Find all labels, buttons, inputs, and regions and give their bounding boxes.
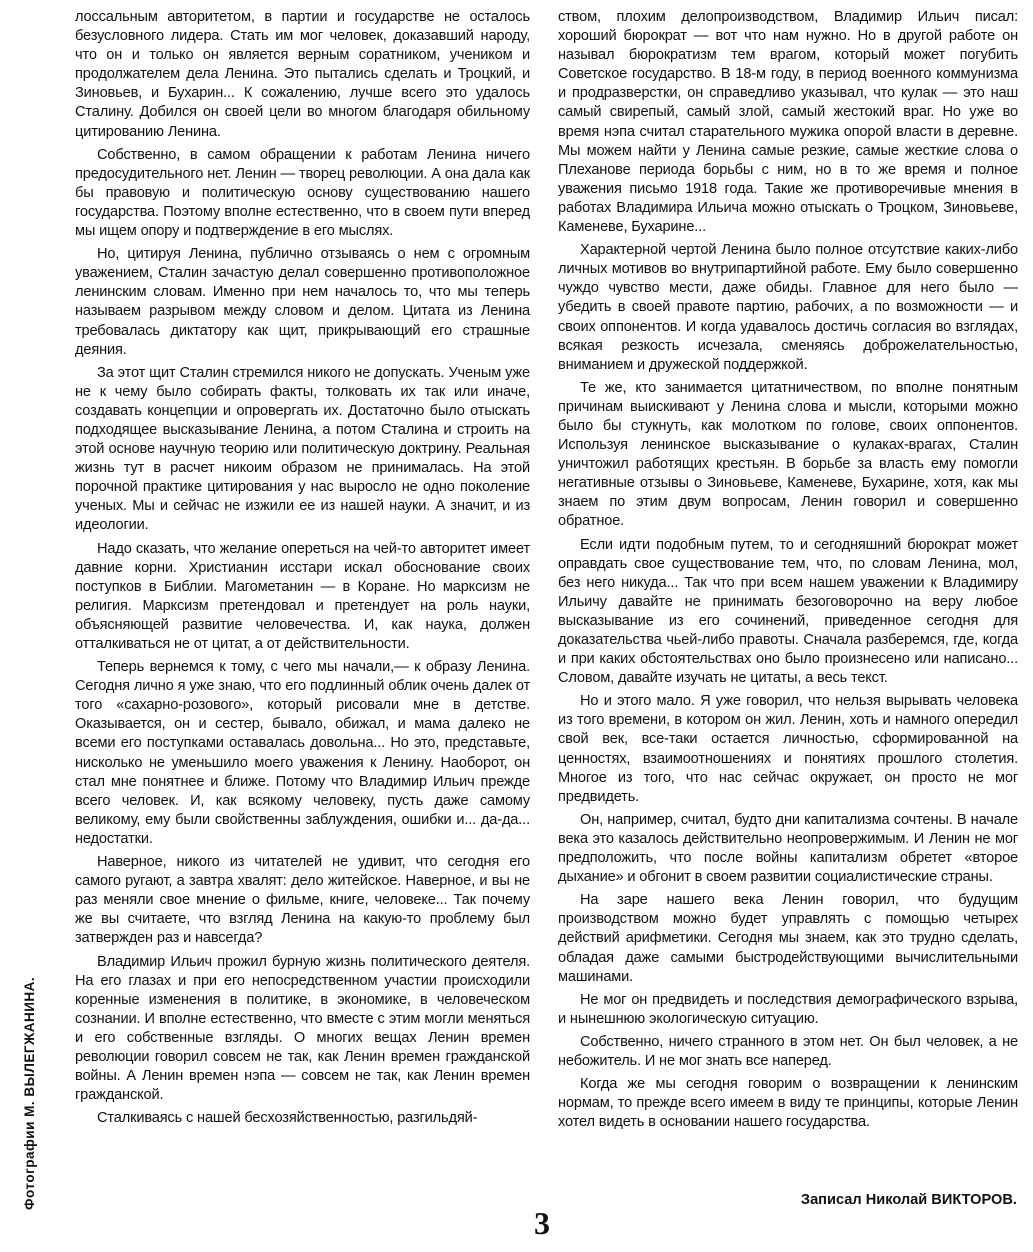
article-paragraph: Если идти подобным путем, то и сегодняшний бюрократ может оправдать свое существование тем, что, по словам Ленина, мол, без него никуда... Так что при всем нашем уважении к Владимиру Ильичу давайте не принимать безоговорочно на веру любое высказывание из его сочинений, приведенное сегодня для доказательства чьей-либо правоты. Сначала разберемся, где, когда и при каких обстоятельствах оно было произнесено или написано... Словом, давайте изучать не цитаты, а весь текст. [558, 536, 1018, 687]
article-paragraph: Характерной чертой Ленина было полное отсутствие каких-либо личных мотивов во внутрипартийной работе. Ему было совершенно чуждо чувство мести, даже обиды. Главное для него было — убедить в своей правоте партию, рабочих, а по возможности — и своих оппонентов. И когда удавалось достичь согласия во взглядах, всякая резкость исчезала, сменяясь доброжелательностью, вниманием и дружеской поддержкой. [558, 242, 1018, 373]
article-paragraph: Когда же мы сегодня говорим о возвращении к ленинским нормам, то прежде всего имеем в виду те принципы, которые Ленин хотел видеть в основании нашего государства. [558, 1076, 1018, 1131]
article-paragraph: Собственно, в самом обращении к работам Ленина ничего предосудительного нет. Ленин — творец революции. А она дала как бы правовую и политическую основу существованию нашего государства. Поэтому вполне естественно, что в своем пути вперед мы ищем опору и подтверждение в его мыслях. [75, 146, 530, 240]
article-paragraph: Владимир Ильич прожил бурную жизнь политического деятеля. На его глазах и при его непосредственном участии происходили коренные изменения в политике, в экономике, в человеческом сознании. И вполне естественно, что вместе с этим могли меняться и его собственные взгляды. О многих вещах Ленин времен революции говорил совсем не так, как Ленин времен гражданской войны. А Ленин времен нэпа — совсем не так, как Ленин времен гражданской. [75, 953, 530, 1104]
byline-prefix: Записал Николай [800, 1192, 932, 1208]
article-paragraph: Теперь вернемся к тому, с чего мы начали,— к образу Ленина. Сегодня лично я уже знаю, что его подлинный облик очень далек от того «сахарно-розового», который рисовали мне в детстве. Оказывается, он и сестер, бывало, обижал, и мама далеко не всеми его поступками оставалась довольна... Но это, представьте, нисколько не уменьшило моего уважения к Ленину. Наоборот, он стал мне понятнее и ближе. Потому что Владимир Ильич прежде всего человек. И, как всякому человеку, пусть даже самому великому, ему были свойственны заблуждения, ошибки и... да-да... недостатки. [75, 659, 530, 847]
article-right-column [558, 8, 1018, 1136]
article-paragraph: Надо сказать, что желание опереться на чей-то авторитет имеет давние корни. Христианин исстари искал обоснование своих поступков в Библии. Магометанин — в Коране. Но марксизм не религия. Марксизм претендовал и претендует на роль науки, объясняющей развитие человечества. И, как наука, должен отталкиваться не от цитат, а от действительности. [75, 540, 530, 652]
byline-surname: ВИКТОРОВ. [931, 1192, 1017, 1208]
author-byline [801, 1192, 1017, 1208]
article-paragraph: Не мог он предвидеть и последствия демографического взрыва, и нынешнюю экологическую ситуацию. [558, 991, 1018, 1027]
article-paragraph: Сталкиваясь с нашей бесхозяйственностью, разгильдяй- [97, 1110, 478, 1127]
article-paragraph: Он, например, считал, будто дни капитализма сочтены. В начале века это казалось действительно неопровержимым. И Ленин не мог предположить, что после войны капитализм обретет «второе дыхание» и обгонит в своем развитии социалистические страны. [558, 811, 1018, 886]
article-paragraph: Наверное, никого из читателей не удивит, что сегодня его самого ругают, а завтра хвалят: дело житейское. Наверное, и вы не раз меняли свое мнение о фильме, книге, человеке... Так почему же вы считаете, что взгляд Ленина на какую-то проблему был затвержден раз и навсегда? [75, 854, 530, 947]
article-paragraph: Собственно, ничего странного в этом нет. Он был человек, а не небожитель. И не мог знать все наперед. [558, 1033, 1018, 1069]
article-paragraph: ством, плохим делопроизводством, Владимир Ильич писал: хороший бюрократ — вот что нам нужно. Но в другой работе он называл бюрократизм тем врагом, который может погубить Советское государство. В 18-м году, в период военного коммунизма и продразверстки, он справедливо указывал, что кулак — это наш самый свирепый, самый злой, самый жестокий враг. Но уже во время нэпа считал старательного мужика опорой власти в деревне. Мы можем найти у Ленина самые резкие, самые жесткие слова о Плеханове периода борьбы с ним, но в то же время и полное уважения письмо 1918 года. Такие же противоречивые мнения в работах Владимира Ильича можно отыскать о Троцком, Зиновьеве, Каменеве, Бухарине... [558, 9, 1018, 236]
page-number: 3 [534, 1205, 550, 1241]
article-paragraph: Но, цитируя Ленина, публично отзываясь о нем с огромным уважением, Сталин зачастую делал совершенно противоположное ленинским словам. Именно при нем началось то, что мы теперь называем разрывом между словом и делом. Цитата из Ленина требовалась диктатору как щит, прикрывающий его страшные деяния. [75, 246, 530, 358]
article-left-column [75, 8, 530, 1132]
photo-credit: Фотографии М. ВЫЛЕГЖАНИНА. [22, 976, 37, 1210]
article-paragraph: На заре нашего века Ленин говорил, что будущим производством можно будет управлять с помощью четырех действий арифметики. Сегодня мы знаем, как это трудно сделать, обладая даже самыми быстродействующими вычислительными машинами. [558, 892, 1018, 985]
article-paragraph: Те же, кто занимается цитатничеством, по вполне понятным причинам выискивают у Ленина слова и мысли, которыми можно было бы стукнуть, как молотком по голове, своих оппонентов. Используя ленинское высказывание о кулаках-врагах, Сталин уничтожил работящих крестьян. В борьбе за власть ему помогли негативные отзывы о Зиновьеве, Каменеве, Бухарине, хотя, как мы знаем по этим двум вопросам, Ленин говорил и совершенно обратное. [558, 379, 1018, 530]
article-paragraph: Но и этого мало. Я уже говорил, что нельзя вырывать человека из того времени, в котором он жил. Ленин, хоть и намного опередил свой век, все-таки остается личностью, сформированной на ценностях, взаимоотношениях и понятиях прошлого столетия. Многое из того, что нас сейчас окружает, он просто не мог предвидеть. [558, 693, 1018, 805]
article-paragraph: лоссальным авторитетом, в партии и государстве не осталось безусловного лидера. Стать им мог человек, доказавший народу, что он и только он является верным соратником, учеником и продолжателем дела Ленина. Это пытались сделать и Троцкий, и Зиновьев, и Бухарин... К сожалению, лучше всего это удалось Сталину. Добился он своей цели во многом благодаря обильному цитированию Ленина. [75, 9, 530, 140]
article-paragraph: За этот щит Сталин стремился никого не допускать. Ученым уже не к чему было собирать факты, толковать их так или иначе, создавать концепции и опровергать их. Достаточно было отыскать подходящее высказывание Ленина, а потом Сталина и строить на этой основе научную теорию или политическую доктрину. Реальная жизнь тут в расчет никоим образом не принималась. На этой порочной практике цитирования у нас выросло не одно поколение ученых. Мы и сейчас не изжили ее из нашей науки. А значит, и из идеологии. [75, 364, 530, 534]
